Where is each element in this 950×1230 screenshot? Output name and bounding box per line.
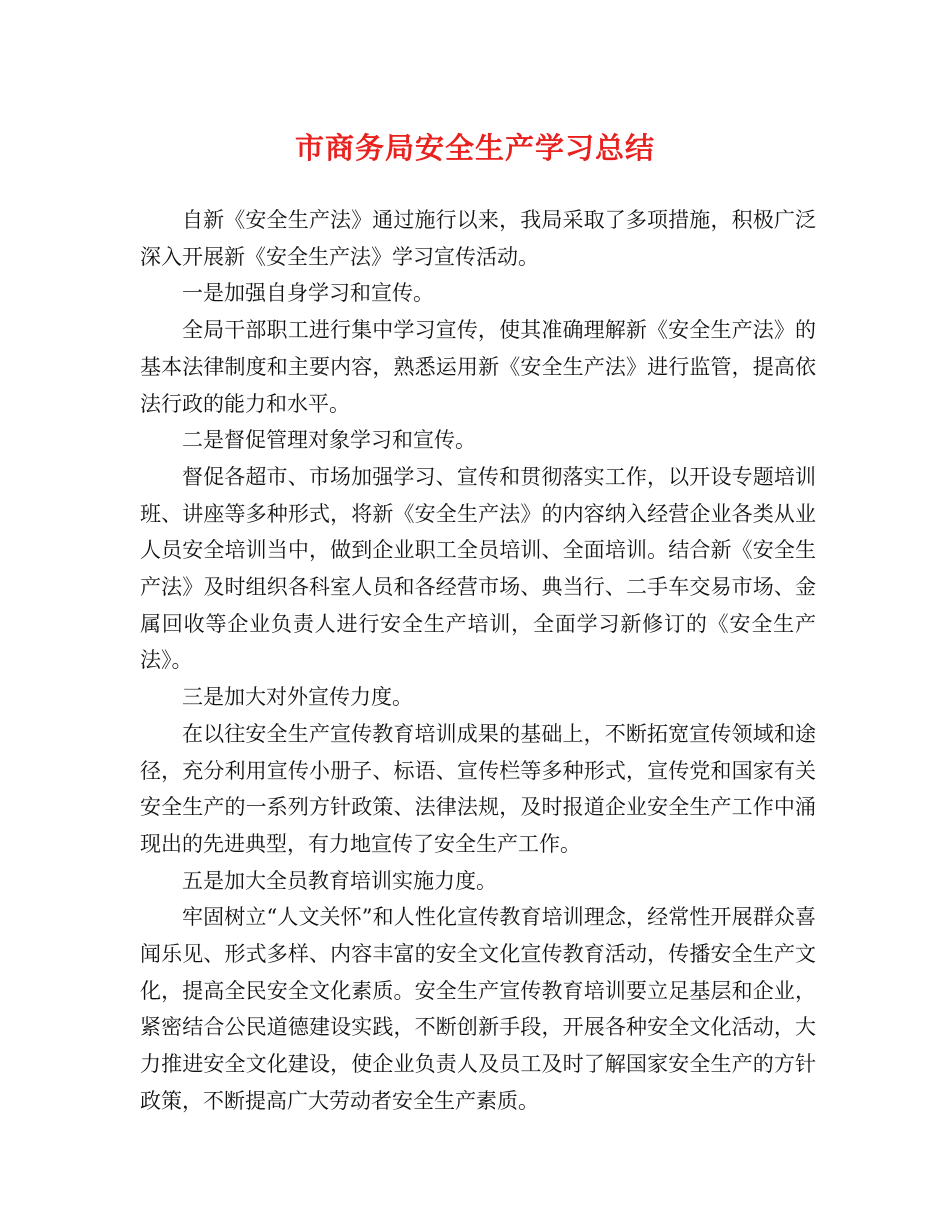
paragraph-heading-1: 一是加强自身学习和宣传。 bbox=[182, 281, 434, 306]
paragraph-heading-5: 五是加大全员教育培训实施力度。 bbox=[182, 868, 497, 893]
paragraph-heading-3: 三是加大对外宣传力度。 bbox=[182, 685, 413, 710]
document-body bbox=[140, 202, 816, 1120]
paragraph-body-2: 督促各超市、市场加强学习、宣传和贯彻落实工作，以开设专题培训班、讲座等多种形式，将新《安全生产法》的内容纳入经营企业各类从业人员安全培训当中，做到企业职工全员培训、全面培训。结合新《安全生产法》及时组织各科室人员和各经营市场、典当行、二手车交易市场、金属回收等企业负责人进行安全生产培训，全面学习新修订的《安全生产法》。 bbox=[140, 464, 816, 673]
paragraph-heading-2: 二是督促管理对象学习和宣传。 bbox=[182, 428, 476, 453]
paragraph-intro: 自新《安全生产法》通过施行以来，我局采取了多项措施，积极广泛深入开展新《安全生产法》学习宣传活动。 bbox=[140, 208, 816, 269]
document-title: 市商务局安全生产学习总结 bbox=[294, 131, 655, 165]
paragraph-body-5: 牢固树立“人文关怀”和人性化宣传教育培训理念，经常性开展群众喜闻乐见、形式多样、内容丰富的安全文化宣传教育活动，传播安全生产文化，提高全民安全文化素质。安全生产宣传教育培训要立足基层和企业，紧密结合公民道德建设实践，不断创新手段，开展各种安全文化活动，大力推进安全文化建设，使企业负责人及员工及时了解国家安全生产的方针政策，不断提高广大劳动者安全生产素质。 bbox=[140, 905, 816, 1113]
paragraph-body-1: 全局干部职工进行集中学习宣传，使其准确理解新《安全生产法》的基本法律制度和主要内容，熟悉运用新《安全生产法》进行监管，提高依法行政的能力和水平。 bbox=[140, 318, 816, 416]
paragraph-body-3: 在以往安全生产宣传教育培训成果的基础上，不断拓宽宣传领域和途径，充分利用宣传小册子、标语、宣传栏等多种形式，宣传党和国家有关安全生产的一系列方针政策、法律法规，及时报道企业安全生产工作中涌现出的先进典型，有力地宣传了安全生产工作。 bbox=[140, 721, 816, 856]
